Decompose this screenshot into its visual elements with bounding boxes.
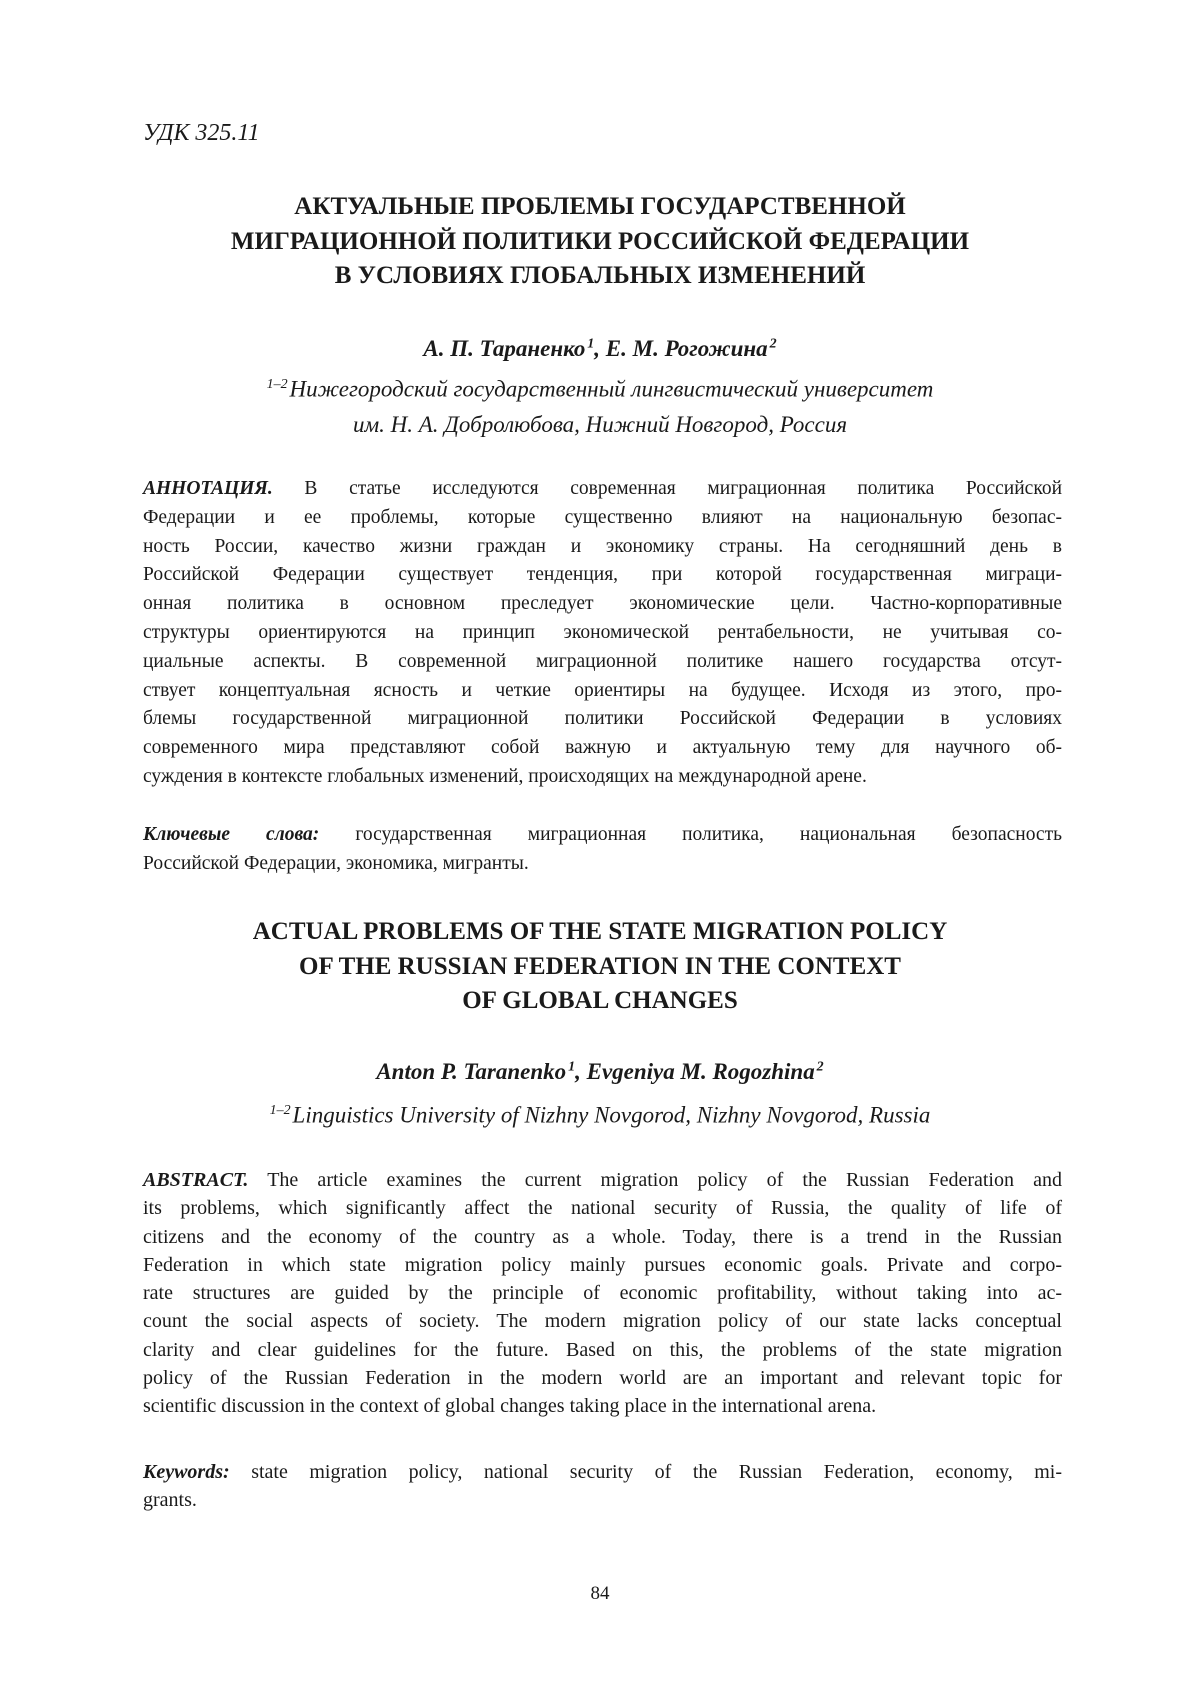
- separator: ,: [594, 336, 606, 361]
- abstract-line: Federation in which state migration policy mainly pursues economic goals. Private and corpo-: [143, 1251, 1062, 1279]
- abstract-line: rate structures are guided by the principle of economic profitability, without taking into ac-: [143, 1279, 1062, 1307]
- authors-ru: [100, 336, 1100, 362]
- author-name: Е. М. Рогожина: [606, 336, 768, 361]
- keywords-label: Ключевые слова:: [143, 824, 319, 845]
- affil-mark: 1: [587, 336, 594, 351]
- abstract-line: its problems, which significantly affect the national security of Russia, the quality of life of: [143, 1194, 1062, 1222]
- annotation-line: циальные аспекты. В современной миграционной политике нашего государства отсут-: [143, 648, 1062, 677]
- keywords-label: Keywords:: [143, 1461, 230, 1483]
- author-name: Evgeniya M. Rogozhina: [587, 1059, 815, 1084]
- title-ru: [100, 190, 1100, 294]
- abstract-line: clarity and clear guidelines for the future. Based on this, the problems of the state migration: [143, 1336, 1062, 1364]
- keywords-line: state migration policy, national security of the Russian Federation, economy, mi-: [230, 1461, 1062, 1483]
- abstract-en: [143, 1166, 1062, 1421]
- abstract-line: The article examines the current migration policy of the Russian Federation and: [248, 1169, 1062, 1191]
- abstract-label: ABSTRACT.: [143, 1169, 248, 1191]
- annotation-line: блемы государственной миграционной политики Российской Федерации в условиях: [143, 705, 1062, 734]
- annotation-line: современного мира представляют собой важную и актуальную тему для научного об-: [143, 734, 1062, 763]
- annotation-line: В статье исследуются современная миграционная политика Российской: [273, 478, 1062, 499]
- annotation-line: Российской Федерации существует тенденция, при которой государственная миграци-: [143, 561, 1062, 590]
- title-ru-line: МИГРАЦИОННОЙ ПОЛИТИКИ РОССИЙСКОЙ ФЕДЕРАЦИИ: [100, 225, 1100, 260]
- affil-mark: 1: [568, 1059, 575, 1074]
- affiliation-line: им. Н. А. Добролюбова, Нижний Новгород, Россия: [100, 407, 1100, 442]
- keywords-en: [143, 1458, 1062, 1515]
- title-en: [100, 915, 1100, 1019]
- authors-en: [100, 1059, 1100, 1085]
- abstract-line: policy of the Russian Federation in the modern world are an important and relevant topic for: [143, 1364, 1062, 1392]
- affil-mark: 1–2: [267, 377, 288, 392]
- author-name: А. П. Тараненко: [423, 336, 585, 361]
- affiliation-ru: [100, 367, 1100, 442]
- title-ru-line: АКТУАЛЬНЫЕ ПРОБЛЕМЫ ГОСУДАРСТВЕННОЙ: [100, 190, 1100, 225]
- annotation-line: ность России, качество жизни граждан и экономику страны. На сегодняшний день в: [143, 533, 1062, 562]
- separator: ,: [575, 1059, 587, 1084]
- annotation-ru: [143, 475, 1062, 792]
- abstract-line: citizens and the economy of the country as a whole. Today, there is a trend in the Russian: [143, 1223, 1062, 1251]
- annotation-line: онная политика в основном преследует экономические цели. Частно-корпоративные: [143, 590, 1062, 619]
- affil-mark: 2: [817, 1059, 824, 1074]
- annotation-line: ствует концептуальная ясность и четкие ориентиры на будущее. Исходя из этого, про-: [143, 677, 1062, 706]
- affil-mark: 2: [770, 336, 777, 351]
- keywords-line: Российской Федерации, экономика, мигранты.: [143, 850, 1062, 879]
- keywords-line: grants.: [143, 1486, 1062, 1514]
- title-en-line: OF THE RUSSIAN FEDERATION IN THE CONTEXT: [100, 950, 1100, 985]
- annotation-label: АННОТАЦИЯ.: [143, 478, 273, 499]
- affil-mark: 1–2: [270, 1103, 291, 1118]
- affiliation-line: Нижегородский государственный лингвистический университет: [290, 377, 934, 402]
- affiliation-line: Linguistics University of Nizhny Novgorod, Nizhny Novgorod, Russia: [293, 1103, 931, 1128]
- annotation-line: Федерации и ее проблемы, которые существенно влияют на национальную безопас-: [143, 504, 1062, 533]
- author-name: Anton P. Taranenko: [376, 1059, 566, 1084]
- annotation-line: суждения в контексте глобальных изменений, происходящих на международной арене.: [143, 763, 1062, 792]
- title-ru-line: В УСЛОВИЯХ ГЛОБАЛЬНЫХ ИЗМЕНЕНИЙ: [100, 259, 1100, 294]
- abstract-line: scientific discussion in the context of global changes taking place in the international arena.: [143, 1392, 1062, 1420]
- abstract-line: count the social aspects of society. The modern migration policy of our state lacks conceptual: [143, 1307, 1062, 1335]
- annotation-line: структуры ориентируются на принцип экономической рентабельности, не учитывая со-: [143, 619, 1062, 648]
- keywords-line: государственная миграционная политика, национальная безопасность: [319, 824, 1062, 845]
- keywords-ru: [143, 821, 1062, 879]
- affiliation-en: [100, 1093, 1100, 1133]
- page-number: 84: [0, 1583, 1200, 1605]
- udk-code: УДК 325.11: [143, 120, 260, 147]
- title-en-line: OF GLOBAL CHANGES: [100, 984, 1100, 1019]
- title-en-line: ACTUAL PROBLEMS OF THE STATE MIGRATION POLICY: [100, 915, 1100, 950]
